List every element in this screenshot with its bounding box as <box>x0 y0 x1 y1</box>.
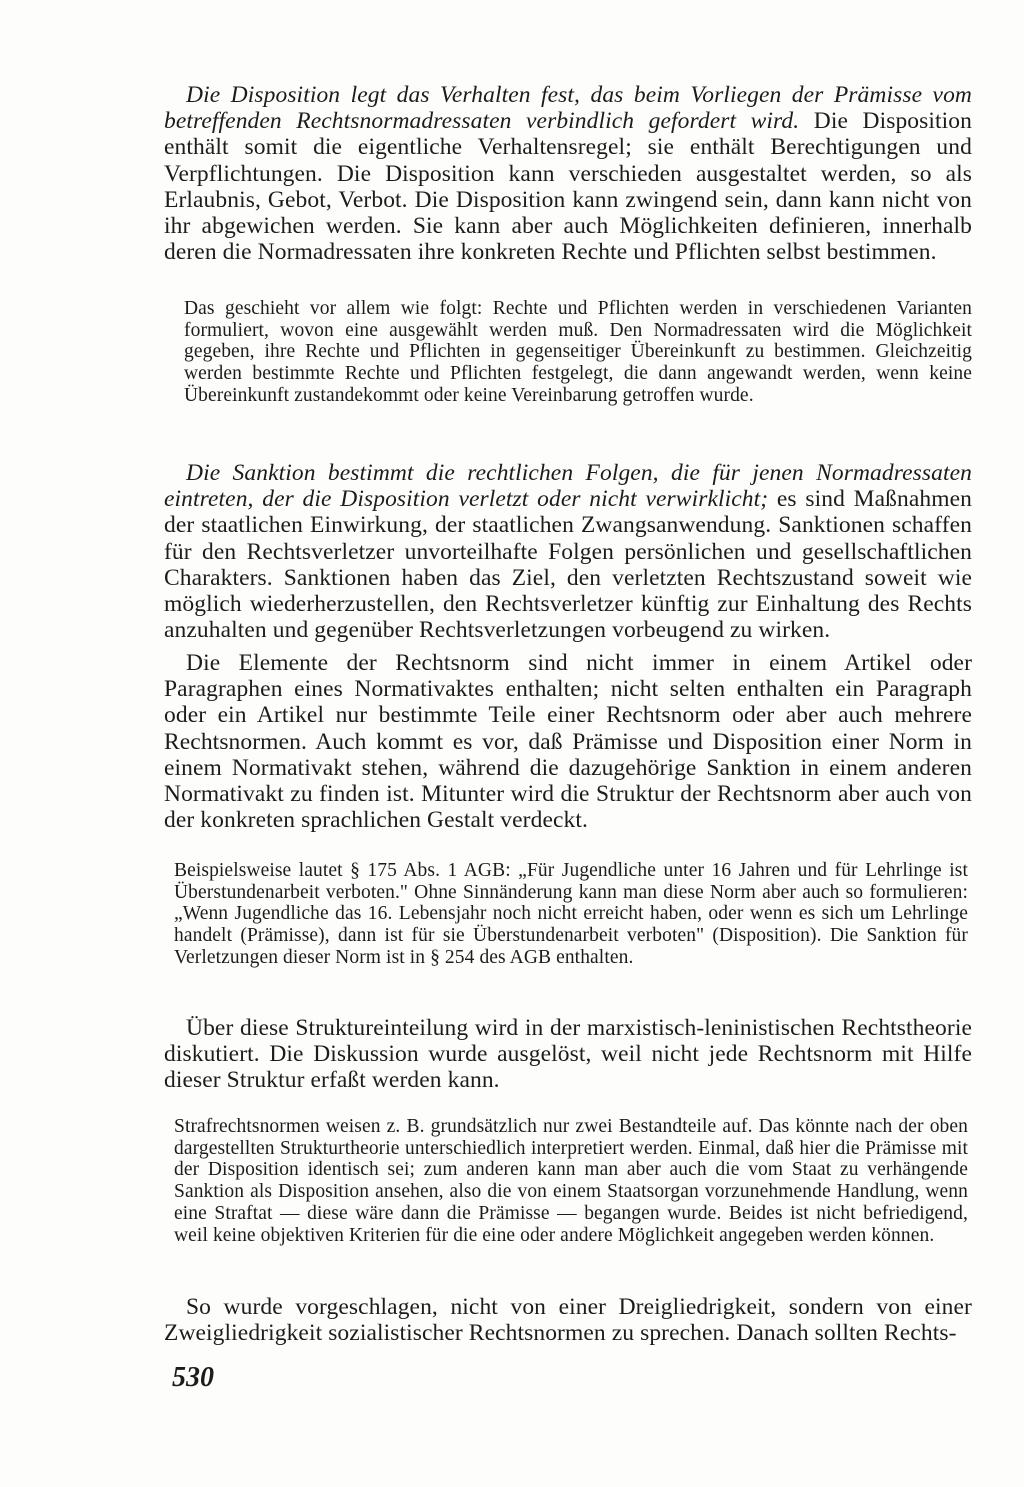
paragraph-sanction <box>164 460 972 643</box>
paragraph-disposition-text: Die Disposition enthält somit die eigentliche Verhaltensregel; sie enthält Berechtigungen und Verpflichtungen. Die Disposition kann verschieden ausgestaltet werden, so als Erlaubnis, Gebot, Verbot. Die Disposition kann zwingend sein, dann kann nicht von ihr abgewichen werden. Sie kann aber auch Möglichkeiten definieren, innerhalb deren die Normadressaten ihre konkreten Rechte und Pflichten selbst bestimmen. <box>164 108 972 266</box>
paragraph-sanction-text: es sind Maßnahmen der staatlichen Einwirkung, der staatlichen Zwangsanwendung. Sanktionen schaffen für den Rechtsverletzer unvorteilhafte Folgen persönlichen und gesellschaftlichen Charakters. Sanktionen haben das Ziel, den verletzten Rechtszustand soweit wie möglich wiederherzustellen, den Rechtsverletzer künftig zur Einhaltung des Rechts anzuhalten und gegenüber Rechtsverletzungen vorbeugend zu wirken. <box>164 486 973 644</box>
paragraph-two-part-norm: So wurde vorgeschlagen, nicht von einer Dreigliedrigkeit, sondern von einer Zweigliedrigkeit sozialistischer Rechtsnormen zu sprechen. Danach sollten Rechts- <box>164 1294 972 1347</box>
paragraph-disposition-italic: Die Disposition legt das Verhalten fest, das beim Vorliegen der Prämisse vom betreffenden Rechtsnormadressaten verbindlich gefordert wird. <box>164 82 972 135</box>
paragraph-sanction-italic: Die Sanktion bestimmt die rechtlichen Folgen, die für jenen Normadressaten eintreten, der die Disposition verletzt oder nicht verwirklicht; <box>164 460 972 513</box>
note-example-agb: Beispielsweise lautet § 175 Abs. 1 AGB: „Für Jugendliche unter 16 Jahren und für Lehrlinge ist Überstundenarbeit verboten." Ohne Sinnänderung kann man diese Norm aber auch so formulieren: „Wenn Jugendliche das 16. Lebensjahr noch nicht erreicht haben, oder wenn es sich um Lehrlinge handelt (Prämisse), dann ist für sie Überstundenarbeit verboten" (Disposition). Die Sanktion für Verletzungen dieser Norm ist in § 254 des AGB enthalten. <box>174 860 968 968</box>
paragraph-disposition <box>164 82 972 265</box>
note-disposition-variants: Das geschieht vor allem wie folgt: Rechte und Pflichten werden in verschiedenen Varianten formuliert, wovon eine ausgewählt werden muß. Den Normadressaten wird die Möglichkeit gegeben, ihre Rechte und Pflichten in gegenseitiger Übereinkunft zu bestimmen. Gleichzeitig werden bestimmte Rechte und Pflichten festgelegt, die dann angewandt werden, wenn keine Übereinkunft zustandekommt oder keine Vereinbarung getroffen wurde. <box>184 298 972 406</box>
paragraph-elements: Die Elemente der Rechtsnorm sind nicht immer in einem Artikel oder Paragraphen eines Normativaktes enthalten; nicht selten enthalten ein Paragraph oder ein Artikel nur bestimmte Teile einer Rechtsnorm oder aber auch mehrere Rechtsnormen. Auch kommt es vor, daß Prämisse und Disposition einer Norm in einem Normativakt stehen, während die dazugehörige Sanktion in einem anderen Normativakt zu finden ist. Mitunter wird die Struktur der Rechtsnorm aber auch von der konkreten sprachlichen Gestalt verdeckt. <box>164 650 972 834</box>
note-criminal-law: Strafrechtsnormen weisen z. B. grundsätzlich nur zwei Bestandteile auf. Das könnte nach der oben dargestellten Strukturtheorie unterschiedlich interpretiert werden. Einmal, daß hier die Prämisse mit der Disposition identisch sei; zum anderen kann man aber auch die vom Staat zu verhängende Sanktion als Disposition ansehen, also die von einem Staatsorgan vorzunehmende Handlung, wenn eine Straftat — diese wäre dann die Prämisse — begangen wurde. Beides ist nicht befriedigend, weil keine objektiven Kriterien für die eine oder andere Möglichkeit angegeben werden können. <box>174 1116 968 1246</box>
paragraph-structure-discussion: Über diese Struktureinteilung wird in der marxistisch-leninistischen Rechtstheorie diskutiert. Die Diskussion wurde ausgelöst, weil nicht jede Rechtsnorm mit Hilfe dieser Struktur erfaßt werden kann. <box>164 1015 972 1094</box>
page-number: 530 <box>172 1362 214 1393</box>
